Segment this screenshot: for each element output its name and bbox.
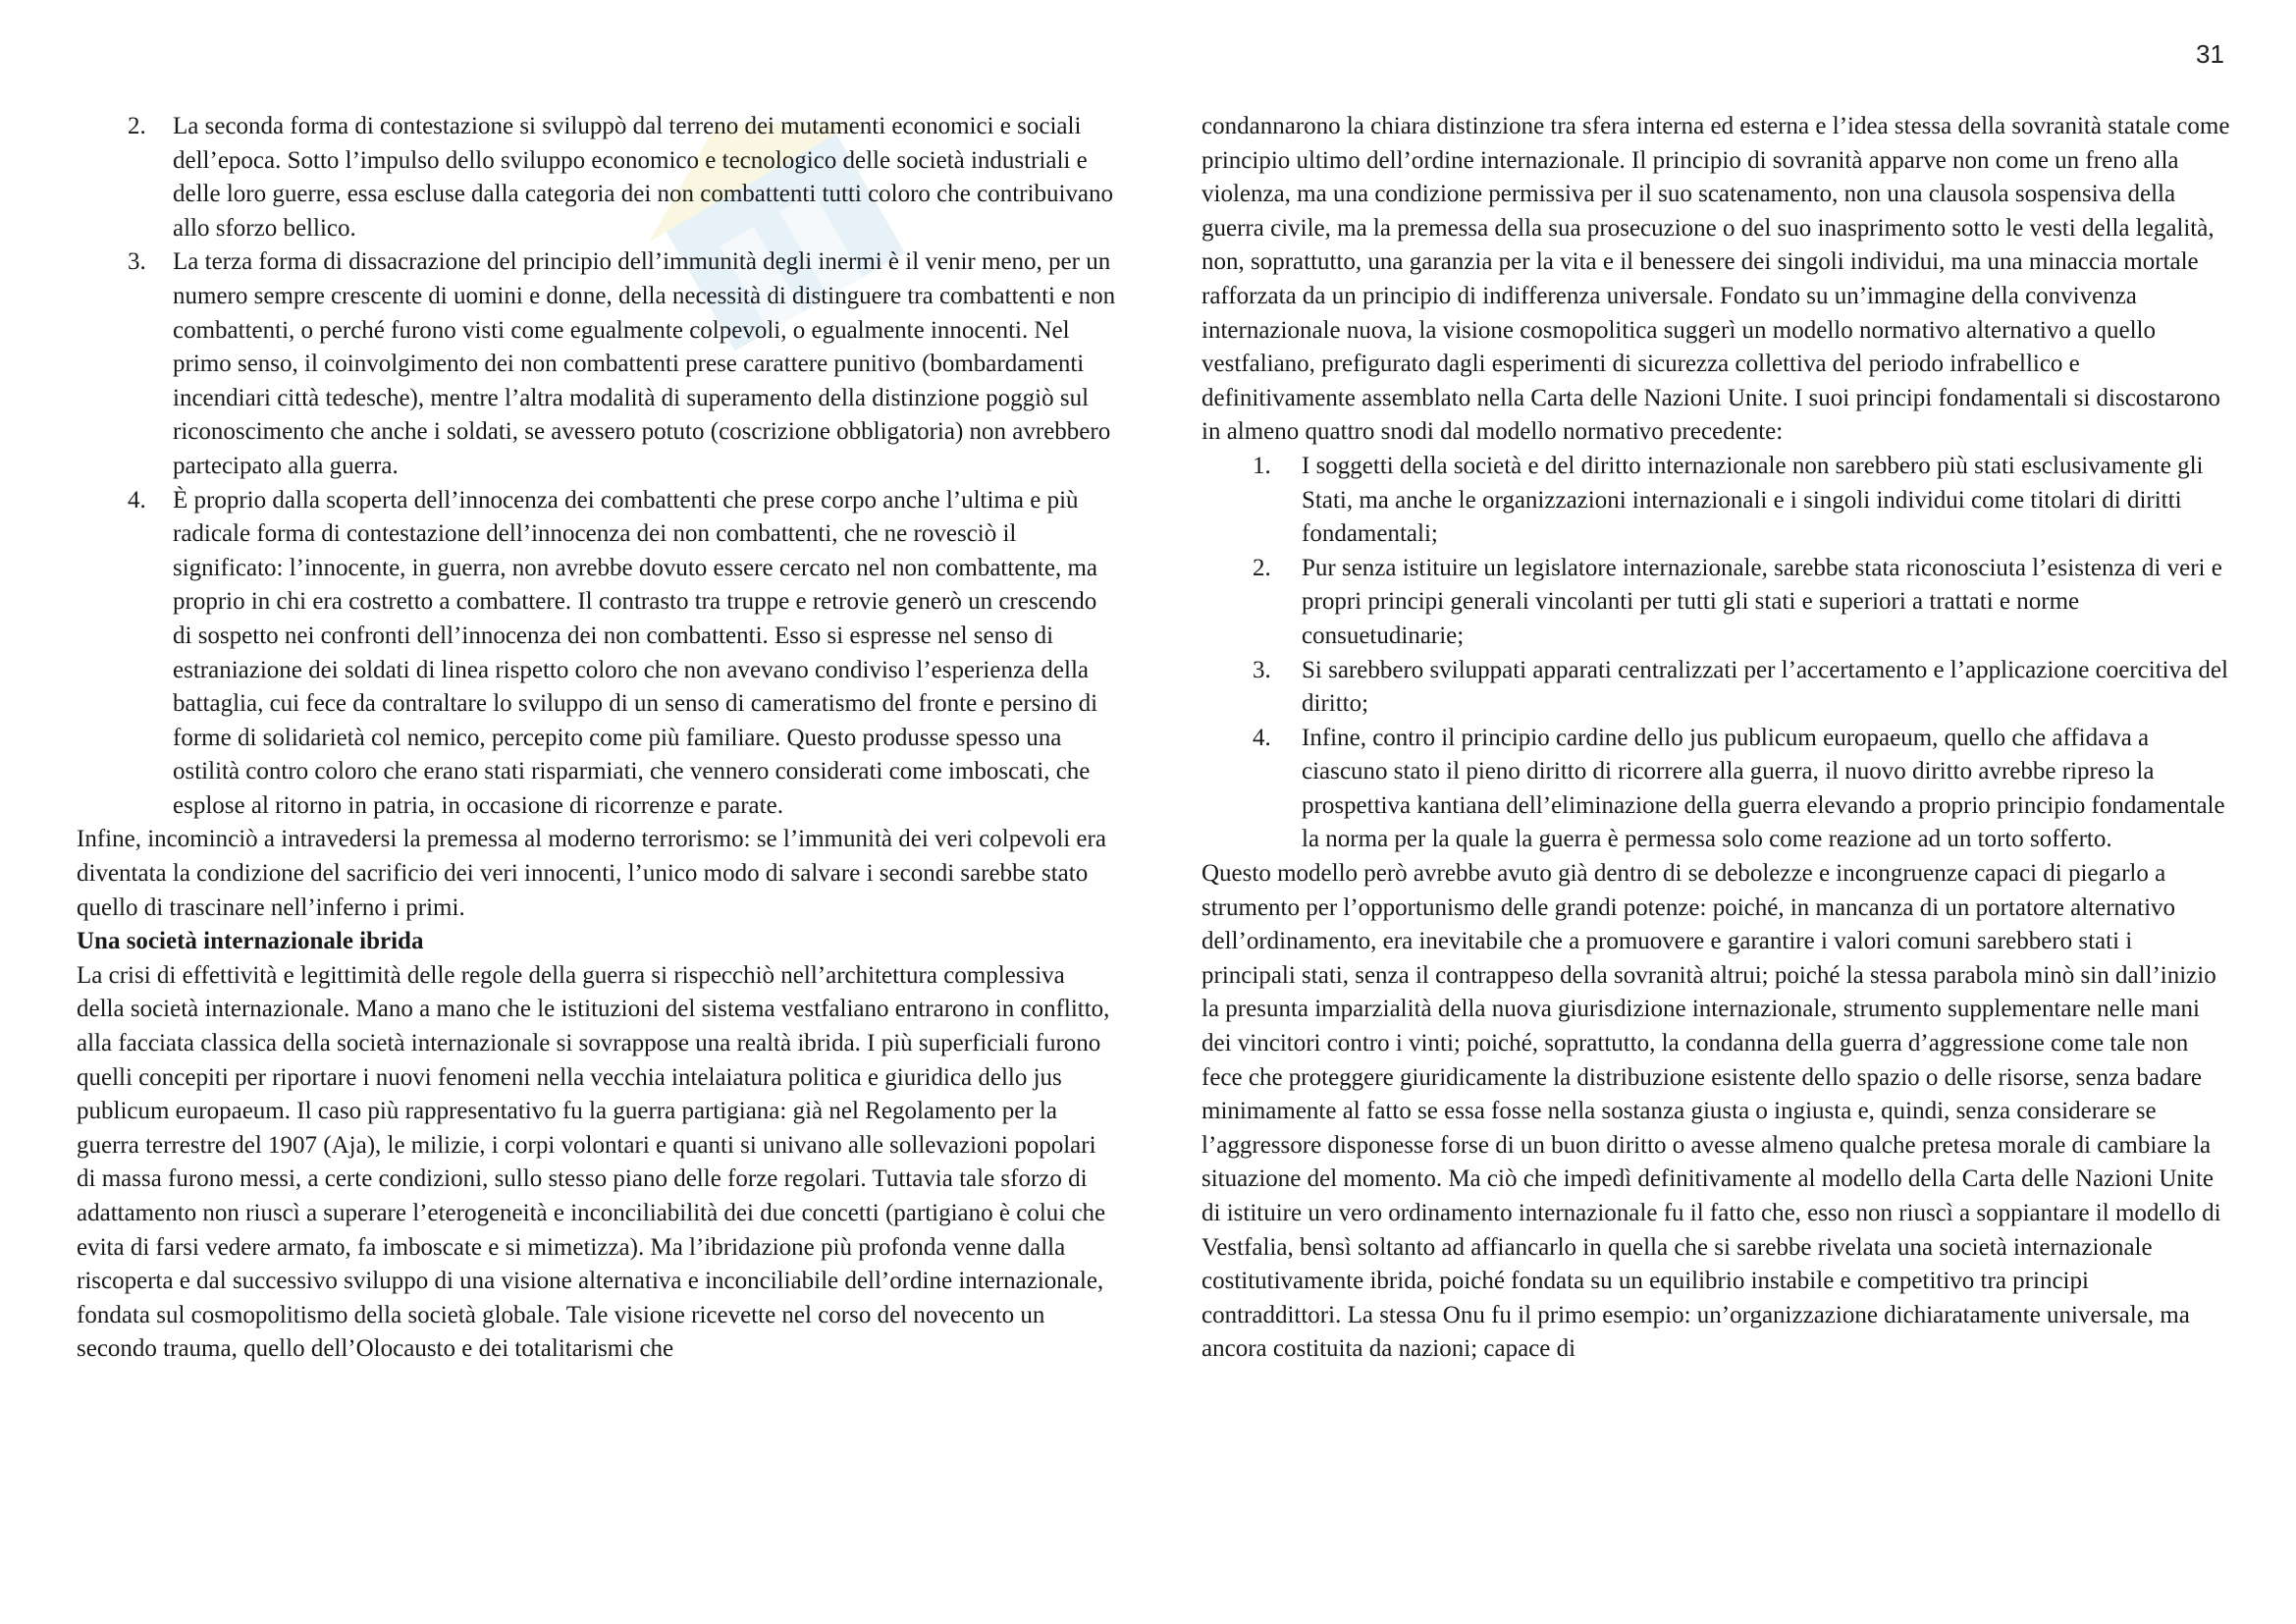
paragraph: condannarono la chiara distinzione tra sfera interna ed esterna e l’idea stessa della sovranità statale come principio ultimo dell’ordine internazionale. Il principio di sovranità apparve non come un freno alla violenza, ma una condizione permissiva per il suo scatenamento, non una clausola sospensiva della guerra civile, ma la premessa della sua prosecuzione o del suo inasprimento sotto le vesti della legalità, non, soprattutto, una garanzia per la vita e il benessere dei singoli individui, ma una minaccia mortale rafforzata da un principio di indifferenza universale. Fondato su un’immagine della convivenza internazionale nuova, la visione cosmopolitica suggerì un modello normativo alternativo a quello vestfaliano, prefigurato dagli esperimenti di sicurezza collettiva del periodo infrabellico e definitivamente assemblato nella Carta delle Nazioni Unite. I suoi principi fondamentali si discostarono in almeno quattro snodi dal modello normativo precedente: [1201, 113, 2230, 446]
list-item [1201, 450, 2232, 552]
list-item-number: 2. [128, 113, 146, 139]
list-item-number: 2. [1253, 554, 1271, 581]
list-item-number: 4. [128, 486, 146, 514]
list-item-text: Si sarebbero sviluppati apparati centralizzati per l’accertamento e l’applicazione coercitiva del diritto; [1302, 656, 2228, 718]
list-item [1201, 722, 2232, 857]
list-item-text: È proprio dalla scoperta dell’innocenza dei combattenti che prese corpo anche l’ultima e più radicale forma di contestazione dell’innocenza dei non combattenti, che ne rovesciò il significato: l’innocente, in guerra, non avrebbe dovuto essere cercato nel non combattente, ma proprio in chi era costretto a combattere. Il contrasto tra truppe e retrovie generò un crescendo di sospetto nei confronti dell’innocenza dei non combattenti. Esso si espresse nel senso di estraniazione dei soldati di linea rispetto coloro che non avevano condiviso l’esperienza della battaglia, cui fece da contraltare lo sviluppo di un senso di cameratismo del fronte e persino di forme di solidarietà col nemico, percepito come più familiare. Questo produsse spesso una ostilità contro coloro che erano stati risparmiati, che vennero considerati come imboscati, che esplose al ritorno in patria, in occasione di ricorrenze e parate. [173, 486, 1098, 819]
right-numbered-list [1201, 450, 2232, 857]
paragraph: Questo modello però avrebbe avuto già dentro di se debolezze e incongruenze capaci di piegarlo a strumento per l’opportunismo delle grandi potenze: poiché, in mancanza di un portatore alternativo dell’ordinamento, era inevitabile che a promuovere e garantire i valori comuni sarebbero stati i principali stati, senza il contrappeso della sovranità altrui; poiché la stessa parabola minò sin dall’inizio la presunta imparzialità della nuova giurisdizione internazionale, strumento supplementare nelle mani dei vincitori contro i vinti; poiché, soprattutto, la condanna della guerra d’aggressione come tale non fece che proteggere giuridicamente la distribuzione esistente dello spazio o delle risorse, senza badare minimamente al fatto se essa fosse nella sostanza giusta o ingiusta e, quindi, senza considerare se l’aggressore disponesse forse di un buon diritto o avesse almeno qualche pretesa morale di cambiare la situazione del momento. Ma ciò che impedì definitivamente al modello della Carta delle Nazioni Unite di istituire un vero ordinamento internazionale fu il fatto che, esso non riuscì a soppiantare il modello di Vestfalia, bensì soltanto ad affiancarlo in quella che si sarebbe rivelata una società internazionale costitutivamente ibrida, poiché fondata su un equilibrio instabile e competitivo tra principi contraddittori. La stessa Onu fu il primo esempio: un’organizzazione dichiaratamente universale, ma ancora costituita da nazioni; capace di [1201, 860, 2221, 1363]
list-item-number: 3. [1253, 656, 1271, 683]
list-item-number: 3. [128, 248, 146, 276]
right-column [1201, 110, 2232, 1367]
list-item-text: La terza forma di dissacrazione del principio dell’immunità degli inermi è il venir meno, per un numero sempre crescente di uomini e donne, della necessità di distinguere tra combattenti e non combattenti, o perché furono visti come egualmente colpevoli, o egualmente innocenti. Nel primo senso, il coinvolgimento dei non combattenti prese carattere punitivo (bombardamenti incendiari città tedesche), mentre l’altra modalità di superamento della distinzione poggiò sul riconoscimento che anche i soldati, se avessero potuto (coscrizione obbligatoria) non avrebbero partecipato alla guerra. [173, 248, 1116, 479]
list-item-number: 4. [1253, 724, 1271, 751]
list-item [1201, 552, 2232, 654]
list-item-text: I soggetti della società e del diritto internazionale non sarebbero più stati esclusivamente gli Stati, ma anche le organizzazioni internazionali e i singoli individui come titolari di diritti fondamentali; [1302, 452, 2204, 548]
list-item [77, 110, 1117, 245]
list-item-number: 1. [1253, 452, 1271, 479]
list-item-text: Pur senza istituire un legislatore internazionale, sarebbe stata riconosciuta l’esistenza di veri e propri principi generali vincolanti per tutti gli stati e superiori a trattati e norme consuetudinarie; [1302, 554, 2222, 649]
list-item-text: Infine, contro il principio cardine dello jus publicum europaeum, quello che affidava a ciascuno stato il pieno diritto di ricorrere alla guerra, il nuovo diritto avrebbe ripreso la prospettiva kantiana dell’eliminazione della guerra elevando a proprio principio fondamentale la norma per la quale la guerra è permessa solo come reazione ad un torto sofferto. [1302, 724, 2225, 853]
paragraph: Infine, incominciò a intravedersi la premessa al moderno terrorismo: se l’immunità dei veri colpevoli era diventata la condizione del sacrificio dei veri innocenti, l’unico modo di salvare i secondi sarebbe stato quello di trascinare nell’inferno i primi. [77, 826, 1106, 921]
list-item [77, 484, 1117, 824]
paragraph: La crisi di effettività e legittimità delle regole della guerra si rispecchiò nell’architettura complessiva della società internazionale. Mano a mano che le istituzioni del sistema vestfaliano entrarono in conflitto, alla facciata classica della società internazionale si sovrappose una realtà ibrida. I più superficiali furono quelli concepiti per riportare i nuovi fenomeni nella vecchia intelaiatura politica e giuridica dello jus publicum europaeum. Il caso più rappresentativo fu la guerra partigiana: già nel Regolamento per la guerra terrestre del 1907 (Aja), le milizie, i corpi volontari e quanti si univano alle sollevazioni popolari di massa furono messi, a certe condizioni, sullo stesso piano delle forze regolari. Tuttavia tale sforzo di adattamento non riuscì a superare l’eterogeneità e inconciliabilità dei due concetti (partigiano è colui che evita di farsi vedere armato, fa imboscate e si mimetizza). Ma l’ibridazione più profonda venne dalla riscoperta e dal successivo sviluppo di una visione alternativa e inconciliabile dell’ordine internazionale, fondata sul cosmopolitismo della società globale. Tale visione ricevette nel corso del novecento un secondo trauma, quello dell’Olocausto e dei totalitarismi che [77, 961, 1110, 1363]
list-item [1201, 654, 2232, 722]
list-item-text: La seconda forma di contestazione si sviluppò dal terreno dei mutamenti economici e sociali dell’epoca. Sotto l’impulso dello sviluppo economico e tecnologico delle società industriali e delle loro guerre, essa escluse dalla categoria dei non combattenti tutti coloro che contribuivano allo sforzo bellico. [173, 113, 1113, 242]
left-column [77, 110, 1117, 1367]
list-item [77, 245, 1117, 483]
left-numbered-list [77, 110, 1117, 823]
section-heading: Una società internazionale ibrida [77, 928, 424, 955]
page-number: 31 [2196, 39, 2224, 69]
